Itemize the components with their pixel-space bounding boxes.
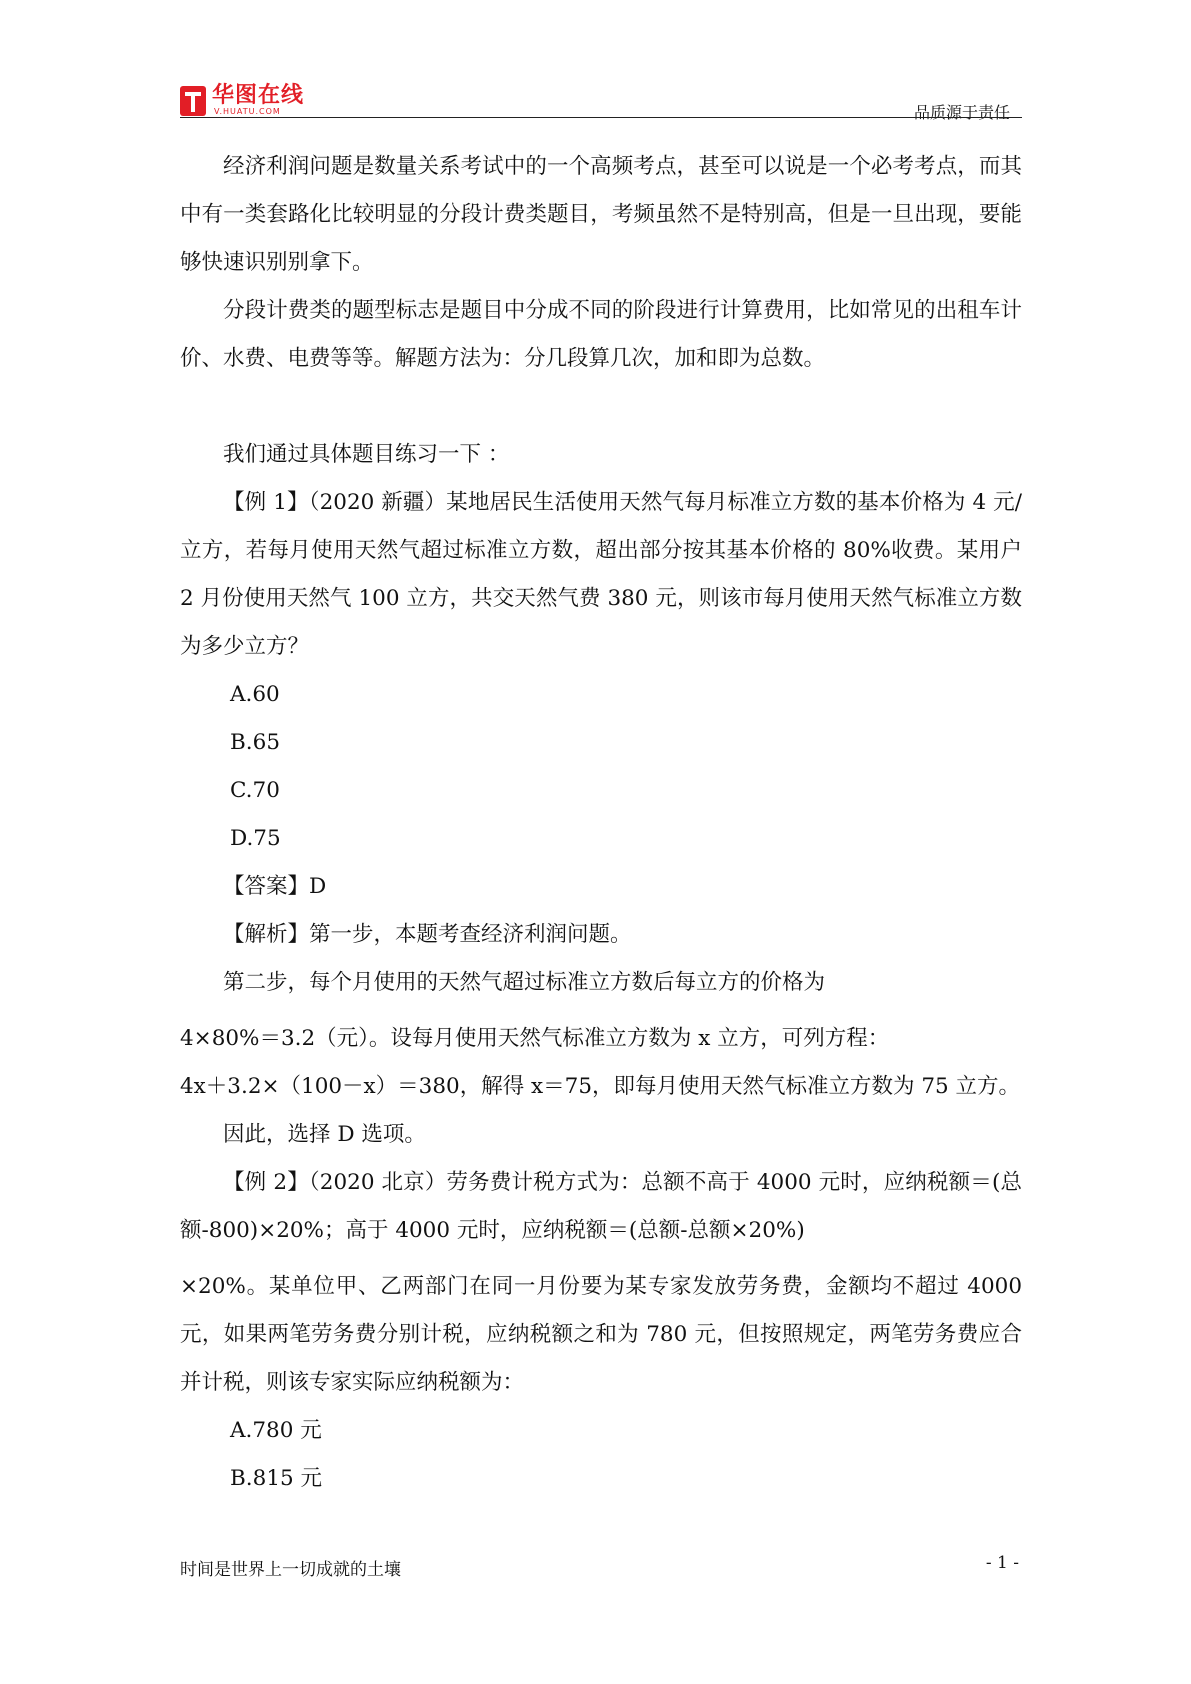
example1-option-c: C.70 (230, 778, 280, 803)
example1-analysis-formula: 4×80%＝3.2（元）。设每月使用天然气标准立方数为 x 立方，可列方程： (180, 1026, 890, 1051)
intro-paragraph-1: 经济利润问题是数量关系考试中的一个高频考点，甚至可以说是一个必考考点，而其中有一类套路化比较明显的分段计费类题目，考频虽然不是特别高，但是一旦出现，要能够快速识别别拿下。 (180, 154, 1022, 275)
document-body (180, 143, 1022, 1503)
blank-line (180, 383, 1022, 431)
example1-answer: 【答案】D (223, 874, 327, 899)
example2-question-part1: 【例 2】（2020 北京）劳务费计税方式为：总额不高于 4000 元时，应纳税额＝(总额-800)×20%；高于 4000 元时，应纳税额＝(总额-总额×20%) (180, 1170, 1022, 1243)
huatu-logo-icon (180, 86, 206, 116)
logo-domain: V.HUATU.COM (214, 107, 281, 116)
example1-analysis-equation: 4x＋3.2×（100－x）＝380，解得 x＝75，即每月使用天然气标准立方数为 75 立方。 (180, 1074, 1021, 1099)
footer-slogan: 时间是世界上一切成就的土壤 (180, 1560, 401, 1580)
example2-option-b: B.815 元 (230, 1466, 323, 1491)
example1-analysis-step2: 第二步，每个月使用的天然气超过标准立方数后每立方的价格为 (223, 970, 826, 995)
header-divider (180, 117, 1022, 118)
page-number: - 1 - (985, 1553, 1019, 1573)
logo-name: 华图在线 (212, 83, 305, 108)
example1-option-a: A.60 (230, 682, 280, 707)
example1-option-d: D.75 (230, 826, 281, 851)
example1-analysis-step1: 【解析】第一步，本题考查经济利润问题。 (223, 922, 632, 947)
intro-paragraph-2: 分段计费类的题型标志是题目中分成不同的阶段进行计算费用，比如常见的出租车计价、水费、电费等等。解题方法为：分几段算几次，加和即为总数。 (180, 298, 1022, 371)
example2-question-part2: ×20%。某单位甲、乙两部门在同一月份要为某专家发放劳务费，金额均不超过 4000 元，如果两笔劳务费分别计税，应纳税额之和为 780 元，但按照规定，两笔劳务费应合并计税，则该专家实际应纳税额为： (180, 1274, 1022, 1395)
huatu-logo (180, 84, 304, 118)
page-header (180, 80, 1022, 122)
example2-option-a: A.780 元 (230, 1418, 322, 1443)
example1-conclusion: 因此，选择 D 选项。 (223, 1122, 426, 1147)
header-motto: 品质源于责任 (913, 103, 1010, 122)
example1-option-b: B.65 (230, 730, 280, 755)
practice-lead: 我们通过具体题目练习一下 ： (223, 442, 510, 467)
example1-question: 【例 1】（2020 新疆）某地居民生活使用天然气每月标准立方数的基本价格为 4 元/立方，若每月使用天然气超过标准立方数，超出部分按其基本价格的 80%收费。某用户 2 月份使用天然气 100 立方，共交天然气费 380 元，则该市每月使用天然气标准立方数为多少立方？ (180, 490, 1022, 659)
